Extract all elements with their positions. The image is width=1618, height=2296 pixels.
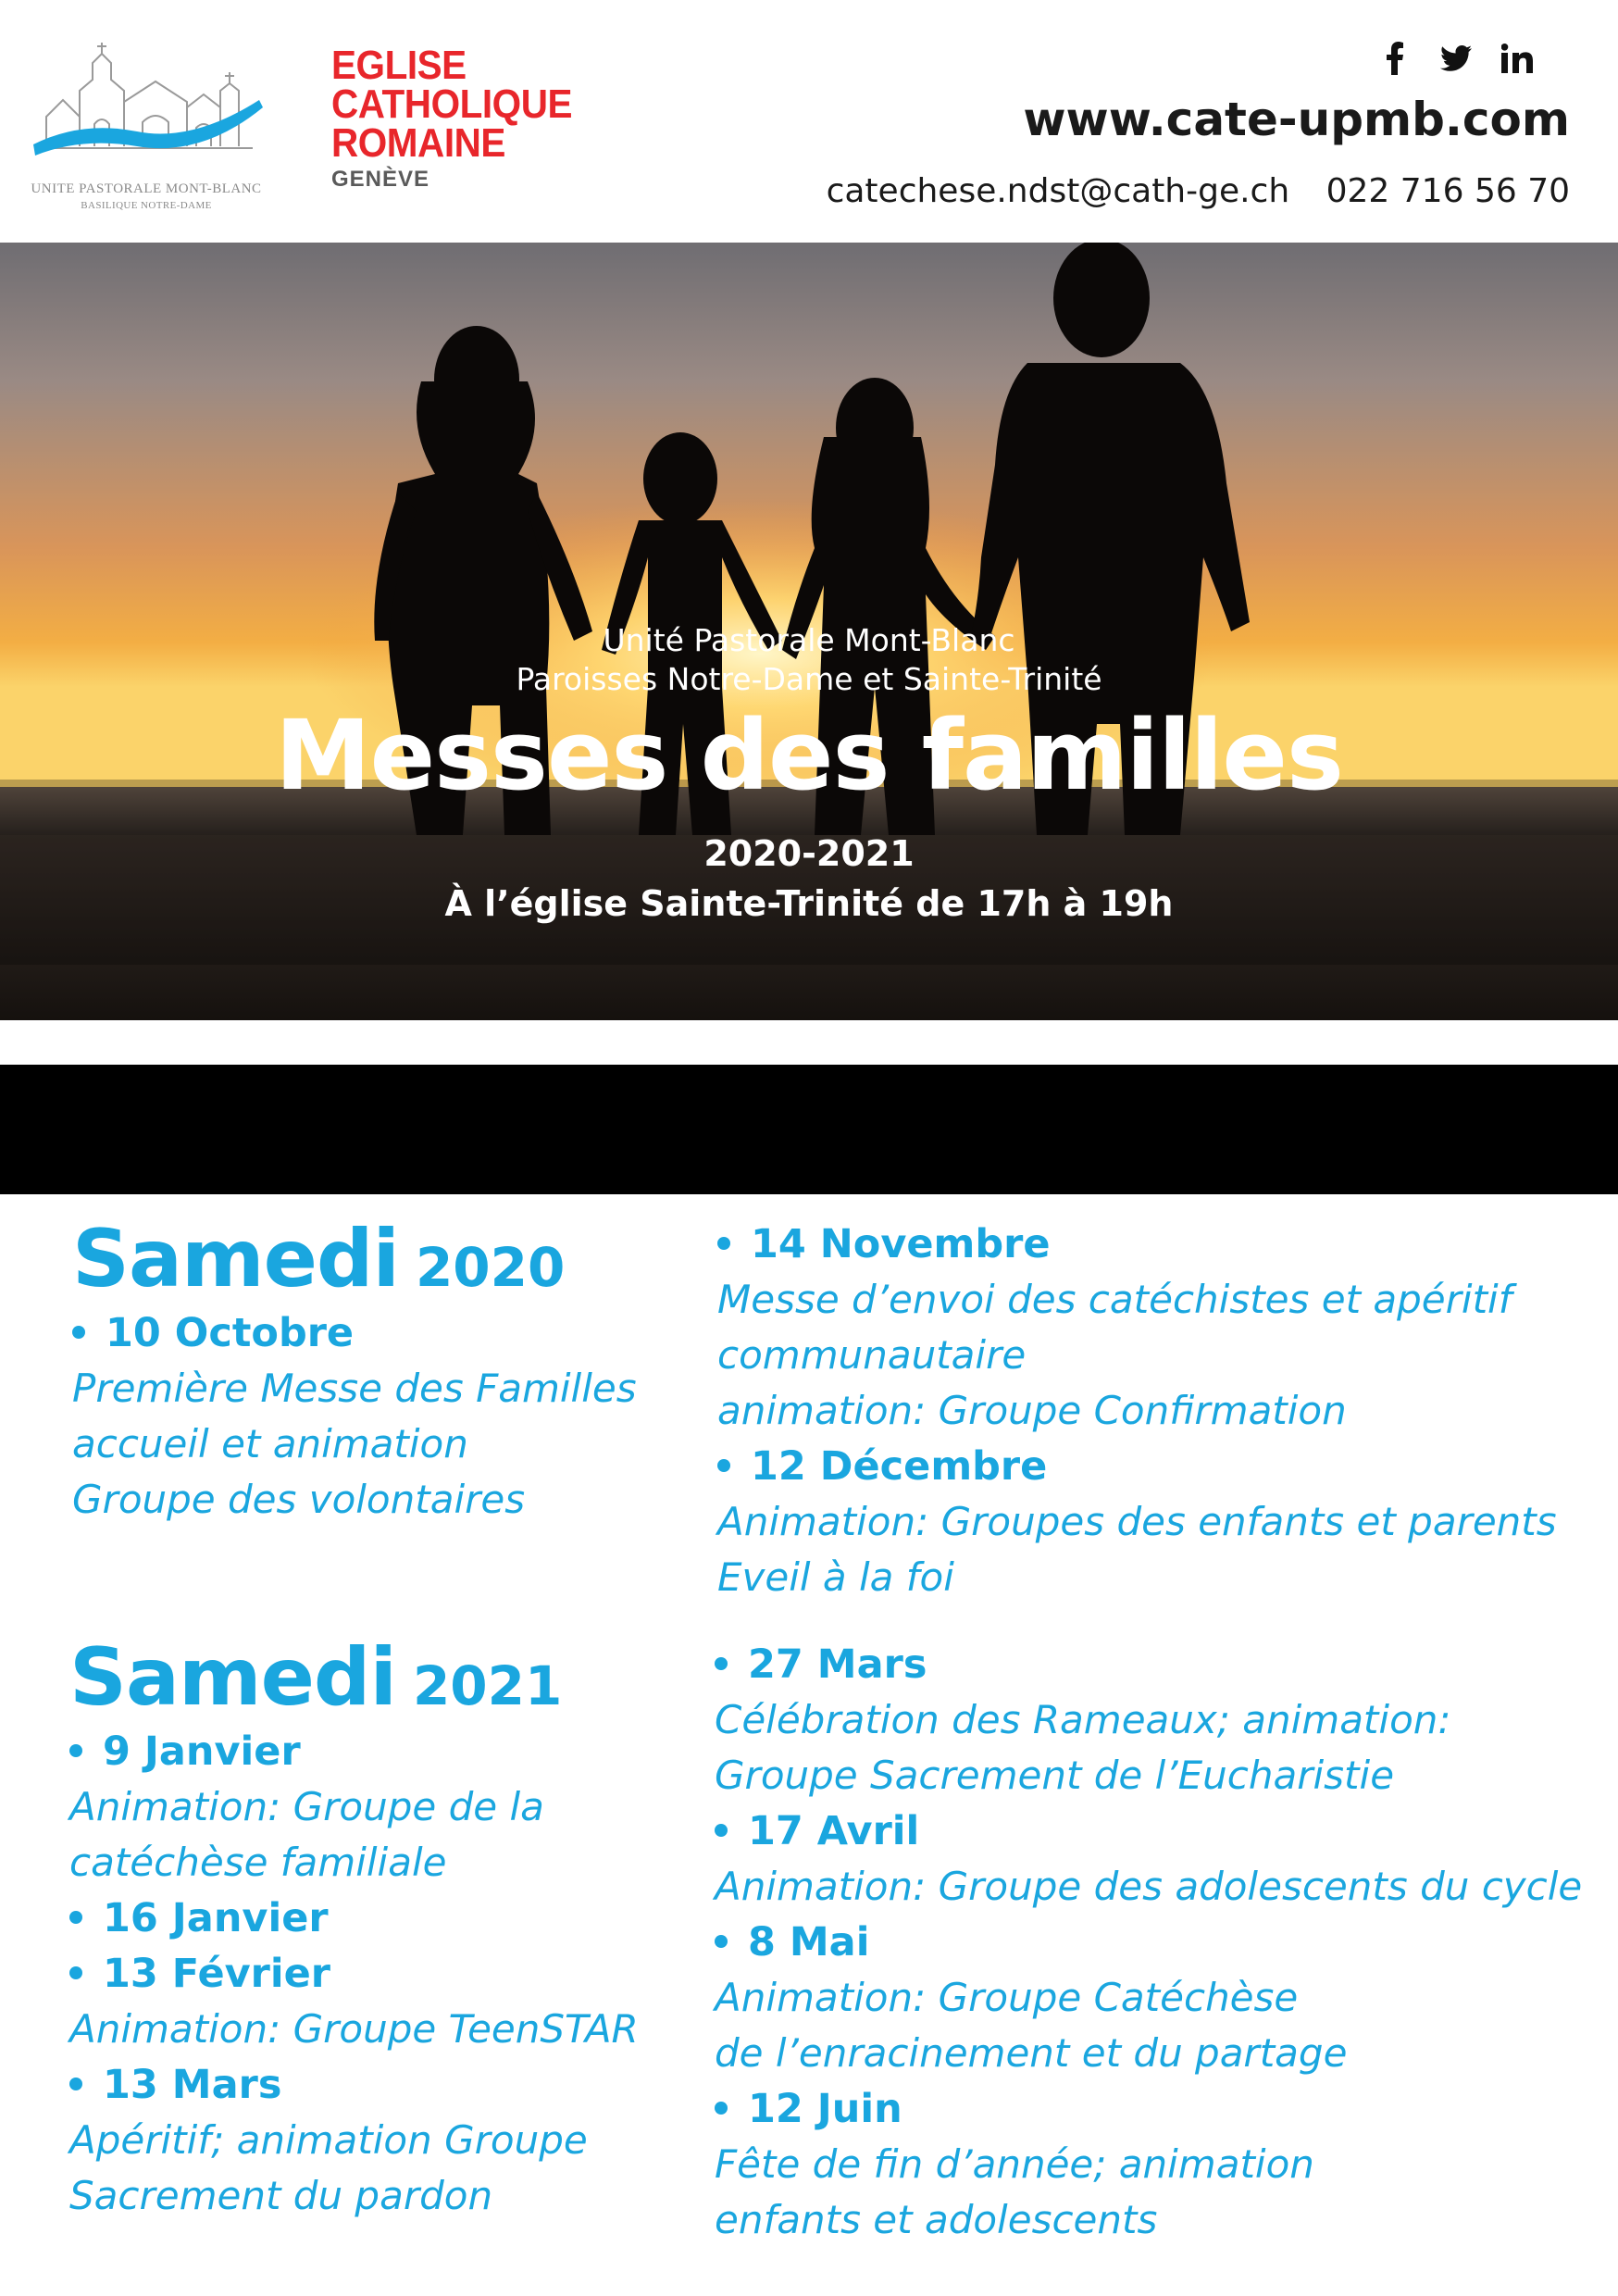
hero-place: À l’église Sainte-Trinité de 17h à 19h [444, 883, 1174, 924]
website-link[interactable]: www.cate-upmb.com [1023, 93, 1570, 146]
event-desc: Eveil à la foi [717, 1554, 954, 1600]
event-desc: Animation: Groupe Catéchèse [715, 1975, 1299, 2020]
upmb-logo [26, 35, 267, 220]
event-date: 13 Février [69, 1946, 639, 2002]
contact-line [827, 172, 1570, 210]
event-date: 27 Mars [715, 1637, 1582, 1692]
phone-number: 022 716 56 70 [1326, 172, 1570, 210]
bullet-icon [69, 2078, 82, 2090]
event-desc: Animation: Groupes des enfants et parents [717, 1499, 1557, 1544]
heading-2020-year: 2020 [415, 1236, 566, 1299]
event-date: 10 Octobre [72, 1305, 637, 1361]
schedule-2021-left [69, 1724, 639, 2224]
event-desc: Animation: Groupe de la [69, 1784, 544, 1829]
bullet-icon [72, 1326, 85, 1339]
event-desc: Fête de fin d’année; animation [715, 2141, 1314, 2187]
heading-2021-year: 2021 [412, 1654, 563, 1717]
bullet-icon [69, 1744, 82, 1757]
ecr-logo [331, 43, 593, 193]
bullet-icon [717, 1237, 730, 1250]
event-desc: enfants et adolescents [715, 2197, 1158, 2242]
event-date: 12 Juin [715, 2081, 1582, 2137]
event-date: 17 Avril [715, 1803, 1582, 1859]
heading-2021 [69, 1631, 562, 1724]
bullet-icon [69, 1966, 82, 1979]
ecr-logo-line1: EGLISE [331, 43, 467, 88]
ecr-logo-line3: ROMAINE [331, 120, 505, 166]
event-desc: de l’enracinement et du partage [715, 2030, 1348, 2076]
ecr-logo-line4: GENÈVE [331, 167, 430, 192]
event-desc: communautaire [717, 1332, 1027, 1378]
facebook-icon[interactable] [1379, 43, 1411, 74]
schedule-2020-left [72, 1305, 637, 1528]
schedule-2020-right [717, 1217, 1557, 1605]
schedule-2021-right [715, 1637, 1582, 2248]
event-desc: Animation: Groupe TeenSTAR [69, 2006, 639, 2052]
heading-2020 [72, 1213, 565, 1305]
bullet-icon [715, 1935, 728, 1948]
event-desc: Groupe Sacrement de l’Eucharistie [715, 1753, 1395, 1798]
event-date: 16 Janvier [69, 1890, 639, 1946]
upmb-caption-line1: UNITE PASTORALE MONT-BLANC [31, 181, 262, 196]
event-date: 8 Mai [715, 1915, 1582, 1970]
event-desc: Messe d’envoi des catéchistes et apéritif [717, 1277, 1512, 1322]
church-logo-icon [26, 35, 267, 179]
bullet-icon [715, 1657, 728, 1670]
event-date: 13 Mars [69, 2057, 639, 2113]
heading-2021-samedi: Samedi [69, 1631, 396, 1724]
hero-line-paroisses: Paroisses Notre-Dame et Sainte-Trinité [516, 661, 1102, 697]
social-links [1379, 43, 1533, 74]
event-desc: Animation: Groupe des adolescents du cycle [715, 1864, 1583, 1909]
event-desc: Apéritif; animation Groupe [69, 2117, 588, 2163]
linkedin-icon[interactable] [1501, 43, 1533, 74]
event-desc: catéchèse familiale [69, 1840, 447, 1885]
bullet-icon [69, 1911, 82, 1924]
event-desc: accueil et animation [72, 1421, 468, 1466]
email-link[interactable]: catechese.ndst@cath-ge.ch [826, 172, 1290, 210]
event-date: 12 Décembre [717, 1439, 1557, 1494]
page-title: Messes des familles [275, 699, 1343, 812]
event-desc: animation: Groupe Confirmation [717, 1388, 1347, 1433]
event-desc: Première Messe des Familles [72, 1366, 637, 1411]
event-desc: Célébration des Rameaux; animation: [715, 1697, 1451, 1742]
ecr-logo-line2: CATHOLIQUE [331, 81, 573, 127]
event-desc: Groupe des volontaires [72, 1477, 526, 1522]
bullet-icon [715, 2102, 728, 2115]
twitter-icon[interactable] [1440, 43, 1472, 74]
event-date: 9 Janvier [69, 1724, 639, 1779]
heading-2020-samedi: Samedi [72, 1213, 399, 1305]
event-desc: Sacrement du pardon [69, 2173, 493, 2218]
upmb-caption-line2: BASILIQUE NOTRE-DAME [81, 200, 212, 211]
hero-line-unite: Unité Pastorale Mont-Blanc [603, 622, 1015, 658]
bullet-icon [715, 1824, 728, 1837]
hero-year: 2020-2021 [703, 833, 915, 874]
event-date: 14 Novembre [717, 1217, 1557, 1272]
bullet-icon [717, 1459, 730, 1472]
